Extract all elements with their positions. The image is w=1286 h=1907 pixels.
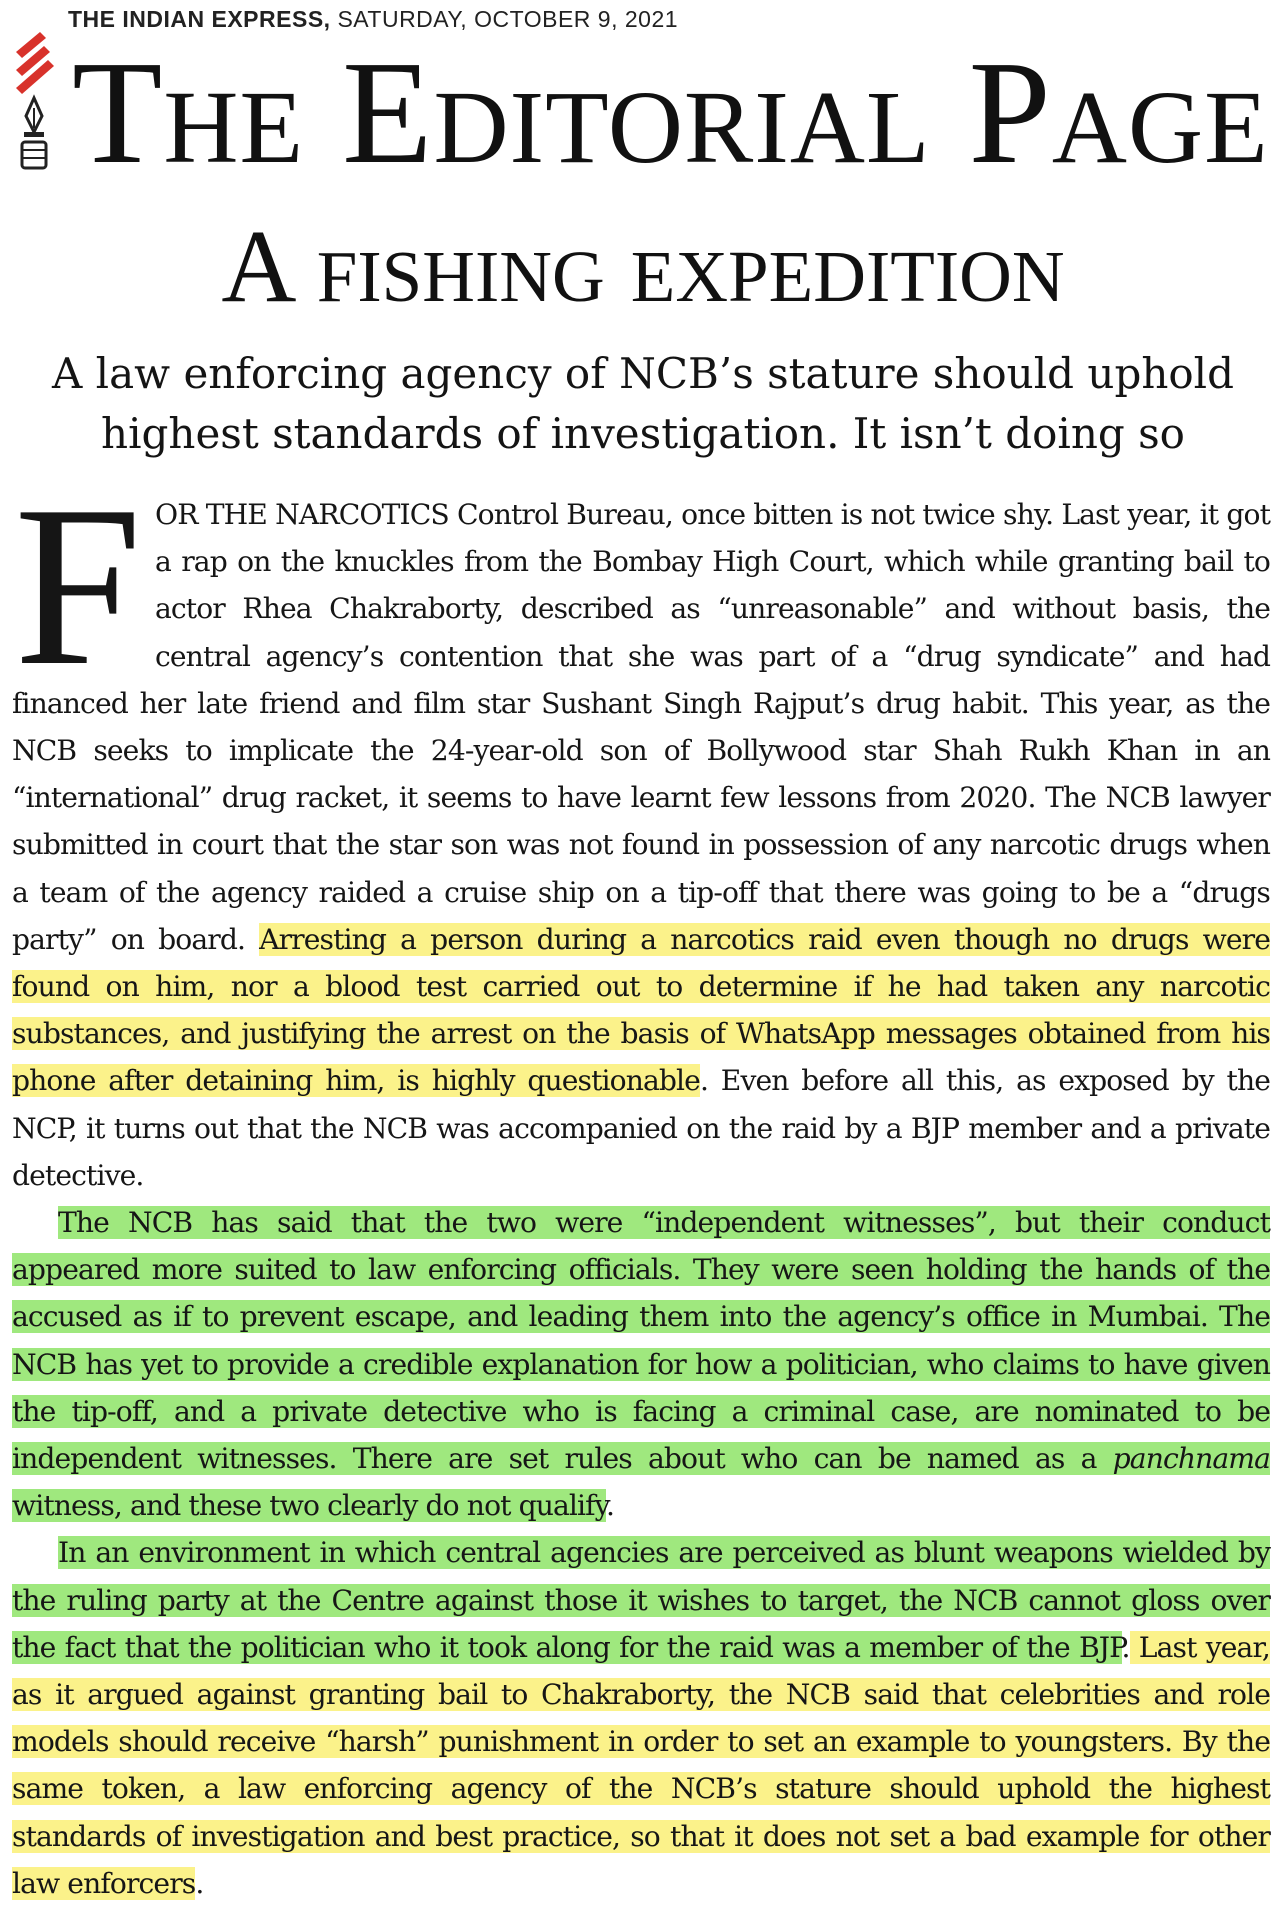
paragraph-3: [12, 1529, 1270, 1907]
paragraph-2: [12, 1199, 1270, 1529]
indian-express-pen-logo-icon: [10, 32, 58, 182]
paragraph-3-end: .: [195, 1866, 204, 1900]
dateline: [68, 6, 678, 33]
paragraph-3-mid: .: [1121, 1630, 1130, 1664]
drop-cap: F: [14, 458, 142, 713]
paragraph-1: [12, 458, 1270, 1199]
paragraph-1-text: OR THE NARCOTICS Control Bureau, once bitten is not twice shy. Last year, it got a rap on the knuckles from the Bombay High Court, which while granting bail to actor Rhea Chakraborty, described as “unreasonable” and without basis, the central agency’s contention that she was part of a “drug syndicate” and had financed her late friend and film star Sushant Singh Rajput’s drug habit. This year, as the NCB seeks to implicate the 24-year-old son of Bollywood star Shah Rukh Khan in an “international” drug racket, it seems to have learnt few lessons from 2020. The NCB lawyer submitted in court that the star son was not found in possession of any narcotic drugs when a team of the agency raided a cruise ship on a tip-off that there was going to be a “drugs party” on board.: [12, 498, 1270, 956]
highlight-green-1: The NCB has said that the two were “independent witnesses”, but their conduct appeared more suited to law enforcing officials. They were seen holding the hands of the accused as if to prevent escape, and leading them into the agency’s office in Mumbai. The NCB has yet to provide a credible explanation for how a politician, who claims to have given the tip-off, and a private detective who is facing a criminal case, are nominated to be independent witnesses. There are set rules about who can be named as a: [12, 1206, 1270, 1476]
publication-date: SATURDAY, OCTOBER 9, 2021: [337, 6, 679, 32]
highlight-green-2: witness, and these two clearly do not qualify: [12, 1489, 606, 1523]
highlight-green-3: In an environment in which central agencies are perceived as blunt weapons wielded by the ruling party at the Centre against those it wishes to target, the NCB cannot gloss over the fact that the politician who it took along for the raid was a member of the BJP: [12, 1536, 1270, 1664]
article-body: [12, 458, 1270, 1907]
highlight-green-italic: panchnama: [1112, 1442, 1270, 1476]
section-title: The Editorial Page: [72, 31, 1269, 195]
paragraph-2-end: .: [605, 1489, 615, 1523]
highlight-yellow-1: Arresting a person during a narcotics raid even though no drugs were found on him, nor a blood test carried out to determine if he had taken any narcotic substances, and justifying the arrest on the basis of WhatsApp messages obtained from his phone after detaining him, is highly questionable: [12, 922, 1270, 1098]
paragraph-1-end: . Even before all this, as exposed by the NCP, it turns out that the NCB was accompanied on the raid by a BJP member and a private detective.: [12, 1064, 1270, 1192]
article-headline: A fishing expedition: [221, 209, 1065, 324]
highlight-yellow-2: Last year, as it argued against granting bail to Chakraborty, the NCB said that celebrities and role models should receive “harsh” punishment in order to set an example to youngsters. By the same token, a law enforcing agency of the NCB’s stature should uphold the highest standards of investigation and best practice, so that it does not set a bad example for other law enforcers: [12, 1630, 1270, 1900]
article-deck: A law enforcing agency of NCB’s stature should uphold highest standards of investigation. It isn’t doing so: [51, 349, 1234, 458]
publication-name: THE INDIAN EXPRESS,: [68, 6, 331, 32]
